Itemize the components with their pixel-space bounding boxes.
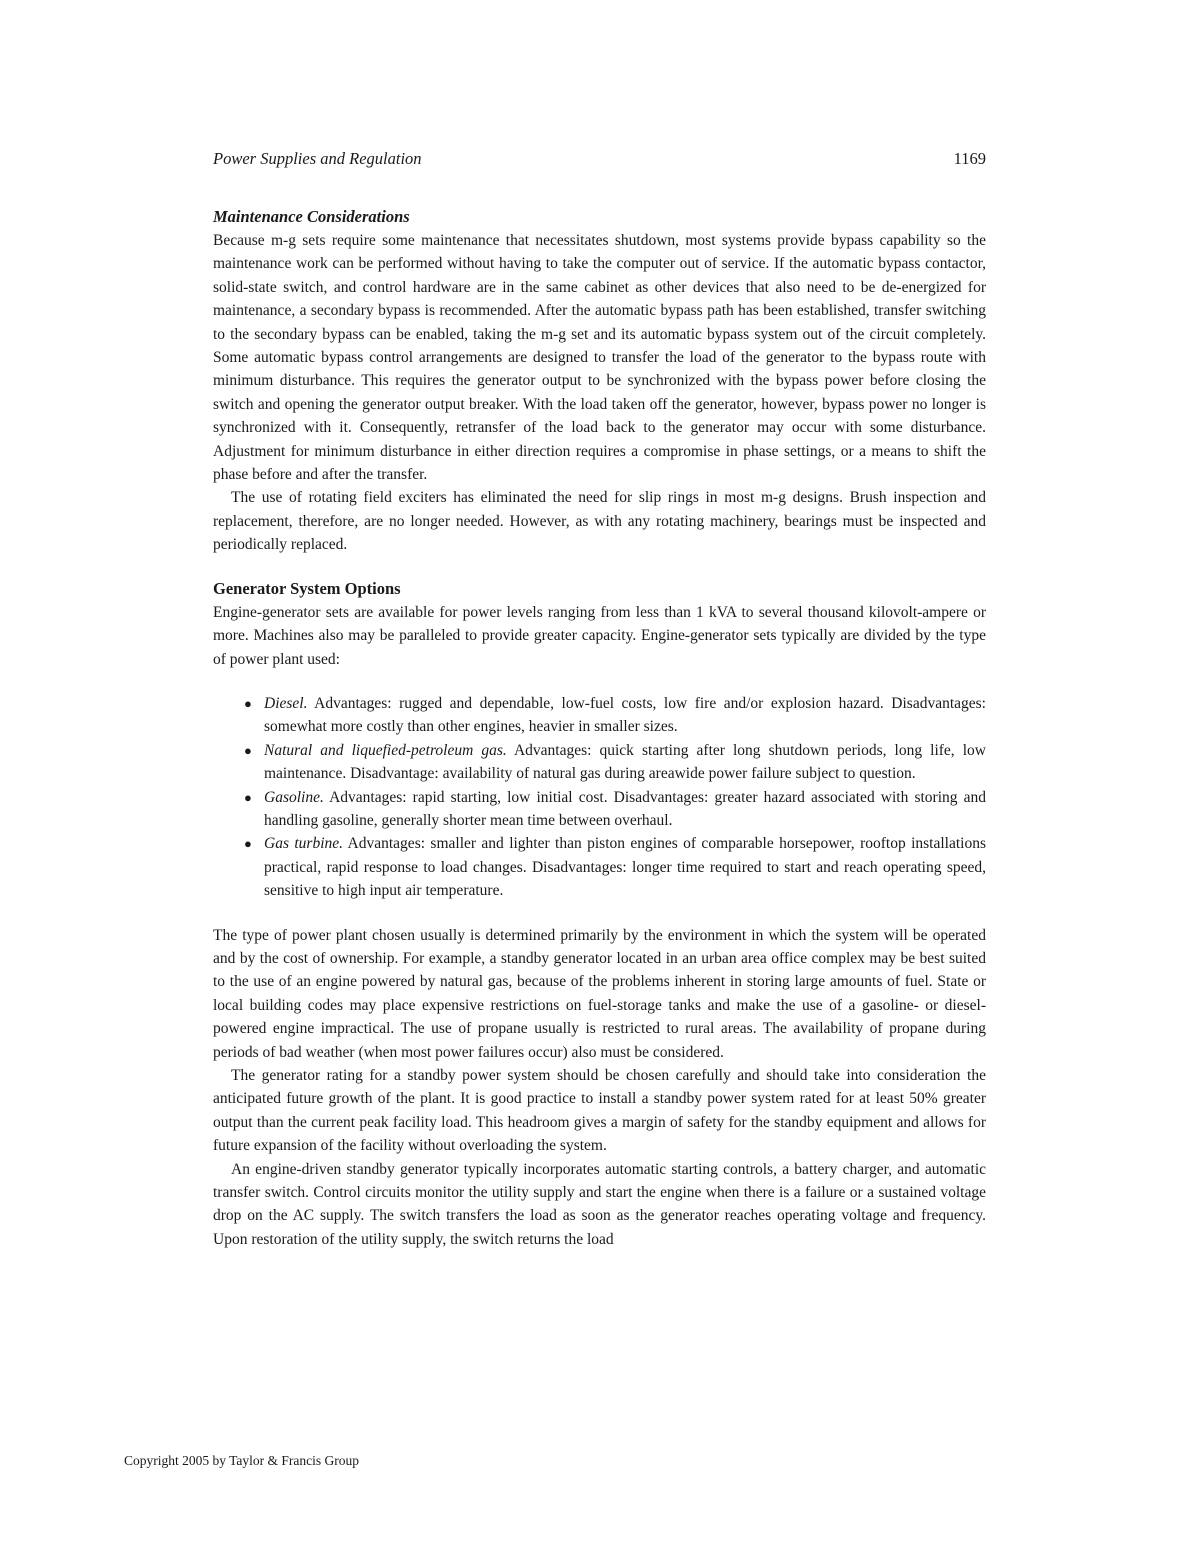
list-item (213, 739, 986, 786)
list-item (213, 786, 986, 833)
copyright-footer: Copyright 2005 by Taylor & Francis Group (124, 1453, 360, 1468)
list-item-term: Natural and liquefied-petroleum gas. (264, 741, 507, 759)
list-item (213, 832, 986, 902)
list-item-text: Advantages: quick starting after long shutdown periods, long life, low maintenance. Disadvantage: availability of natural gas during areawide power failure subject to question. (264, 741, 986, 783)
paragraph: The type of power plant chosen usually is determined primarily by the environment in which the system will be operated and by the cost of ownership. For example, a standby generator located in an urban area office complex may be best suited to the use of an engine powered by natural gas, because of the problems inherent in storing large amounts of fuel. State or local building codes may place expensive restrictions on fuel-storage tanks and make the use of a gasoline- or diesel-powered engine impractical. The use of propane usually is restricted to rural areas. The availability of propane during periods of bad weather (when most power failures occur) also must be considered. (213, 926, 986, 1061)
power-plant-list (213, 692, 986, 903)
list-item-term: Gasoline. (264, 788, 324, 806)
bullet-icon: ● (244, 742, 252, 758)
list-item-term: Gas turbine. (264, 835, 344, 853)
running-header (213, 147, 986, 171)
bullet-icon: ● (244, 836, 252, 852)
running-title: Power Supplies and Regulation (213, 149, 422, 168)
bullet-icon: ● (244, 695, 252, 711)
paragraph: The generator rating for a standby power system should be chosen carefully and should take into consideration the anticipated future growth of the plant. It is good practice to install a standby power system rated for at least 50% greater output than the current peak facility load. This headroom gives a margin of safety for the standby equipment and allows for future expansion of the facility without overloading the system. (213, 1067, 986, 1155)
spacer (213, 671, 986, 692)
page-number: 1169 (953, 149, 986, 168)
paragraph: Because m-g sets require some maintenance that necessitates shutdown, most systems provide bypass capability so the maintenance work can be performed without having to take the computer out of service. If the automatic bypass contactor, solid-state switch, and control hardware are in the same cabinet as other devices that also need to be de-energized for maintenance, a secondary bypass is recommended. After the automatic bypass path has been established, transfer switching to the secondary bypass can be enabled, taking the m-g set and its automatic bypass system out of the circuit completely. Some automatic bypass control arrangements are designed to transfer the load of the generator to the bypass route with minimum disturbance. This requires the generator output to be synchronized with the bypass power before closing the switch and opening the generator output breaker. With the load taken off the generator, however, bypass power no longer is synchronized with it. Consequently, retransfer of the load back to the generator may occur with some disturbance. Adjustment for minimum disturbance in either direction requires a compromise in phase settings, or a means to shift the phase before and after the transfer. (213, 232, 986, 484)
paragraph: The use of rotating field exciters has eliminated the need for slip rings in most m-g designs. Brush inspection and replacement, therefore, are no longer needed. However, as with any rotating machinery, bearings must be inspected and periodically replaced. (213, 489, 986, 554)
page-body (213, 205, 986, 1251)
bullet-icon: ● (244, 789, 252, 805)
spacer (213, 903, 986, 924)
spacer (213, 557, 986, 577)
list-item-term: Diesel. (264, 694, 308, 712)
list-item-text: Advantages: rapid starting, low initial cost. Disadvantages: greater hazard associated with storing and handling gasoline, generally shorter mean time between overhaul. (264, 788, 986, 829)
list-item (213, 692, 986, 739)
list-item-text: Advantages: smaller and lighter than piston engines of comparable horsepower, rooftop installations practical, rapid response to load changes. Disadvantages: longer time required to start and reach operating speed, sensitive to high input air temperature. (264, 835, 986, 900)
list-item-text: Advantages: rugged and dependable, low-fuel costs, low fire and/or explosion hazard. Disadvantages: somewhat more costly than other engines, heavier in smaller sizes. (264, 694, 986, 736)
section-heading-maintenance: Maintenance Considerations (213, 207, 410, 226)
section-heading-generator-options: Generator System Options (213, 578, 401, 598)
paragraph: An engine-driven standby generator typically incorporates automatic starting controls, a battery charger, and automatic transfer switch. Control circuits monitor the utility supply and start the engine when there is a failure or a sustained voltage drop on the AC supply. The switch transfers the load as soon as the generator reaches operating voltage and frequency. Upon restoration of the utility supply, the switch returns the load (213, 1160, 986, 1248)
paragraph: Engine-generator sets are available for power levels ranging from less than 1 kVA to several thousand kilovolt-ampere or more. Machines also may be paralleled to provide greater capacity. Engine-generator sets typically are divided by the type of power plant used: (213, 603, 986, 668)
